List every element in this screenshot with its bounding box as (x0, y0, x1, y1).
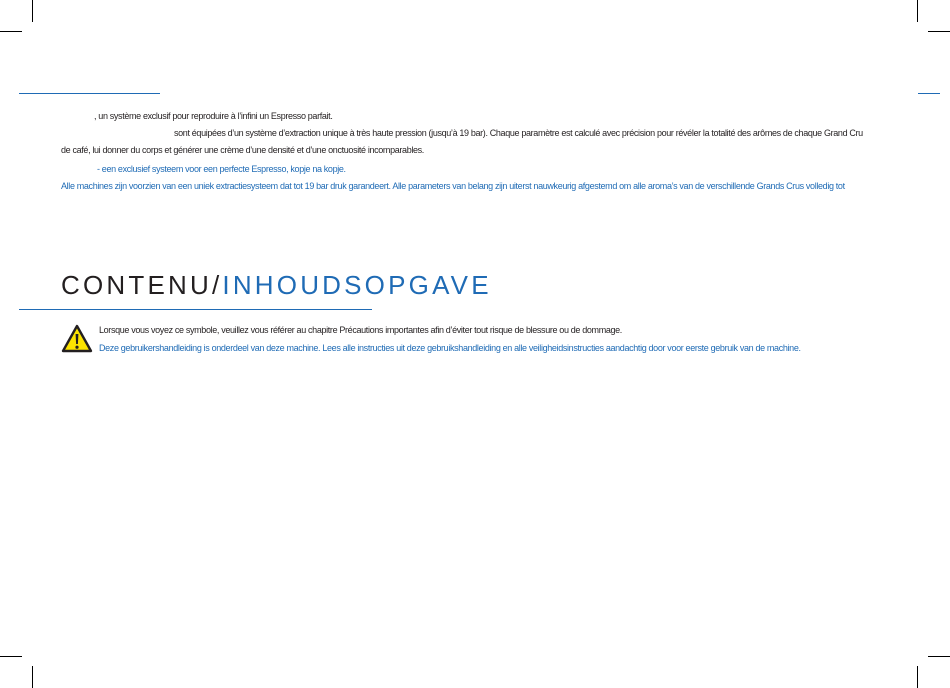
intro-nl-line-1: - een exclusief systeem voor een perfecte Espresso, kopje na kopje. (97, 164, 346, 174)
crop-mark (32, 0, 33, 22)
crop-mark (0, 656, 22, 657)
crop-mark (0, 31, 22, 32)
warning-nl-text: Deze gebruikershandleiding is onderdeel van deze machine. Lees alle instructies uit deze gebruikshandleiding en alle veiligheidsinstructies aandachtig door voor eerste gebruik van de machine. (99, 343, 801, 353)
contents-title-fr: CONTENU (61, 270, 212, 300)
top-rule-right (918, 93, 940, 94)
contents-rule (19, 309, 372, 310)
crop-mark (917, 666, 918, 688)
top-rule-left (19, 93, 160, 94)
intro-fr-line-3: de café, lui donner du corps et générer une crème d’une densité et d’une onctuosité incomparables. (61, 145, 424, 155)
warning-triangle-icon (61, 324, 93, 354)
intro-fr-line-1: , un système exclusif pour reproduire à l’infini un Espresso parfait. (94, 111, 333, 121)
intro-fr-line-2: sont équipées d’un système d’extraction unique à très haute pression (jusqu’à 19 bar). Chaque paramètre est calculé avec précision pour révéler la totalité des arômes de chaque Grand Cru (174, 128, 863, 138)
crop-mark (928, 31, 950, 32)
contents-heading (61, 268, 492, 302)
contents-title-nl: INHOUDSOPGAVE (222, 270, 492, 300)
warning-fr-text: Lorsque vous voyez ce symbole, veuillez vous référer au chapitre Précautions importantes afin d’éviter tout risque de blessure ou de dommage. (99, 325, 622, 335)
crop-mark (928, 656, 950, 657)
intro-nl-line-2: Alle machines zijn voorzien van een uniek extractiesysteem dat tot 19 bar druk garandeert. Alle parameters van belang zijn uiterst nauwkeurig afgestemd om alle aroma’s van de verschillende Grands Crus volledig tot (61, 181, 845, 191)
crop-mark (32, 666, 33, 688)
contents-title-separator: / (211, 270, 223, 300)
crop-mark (917, 0, 918, 22)
